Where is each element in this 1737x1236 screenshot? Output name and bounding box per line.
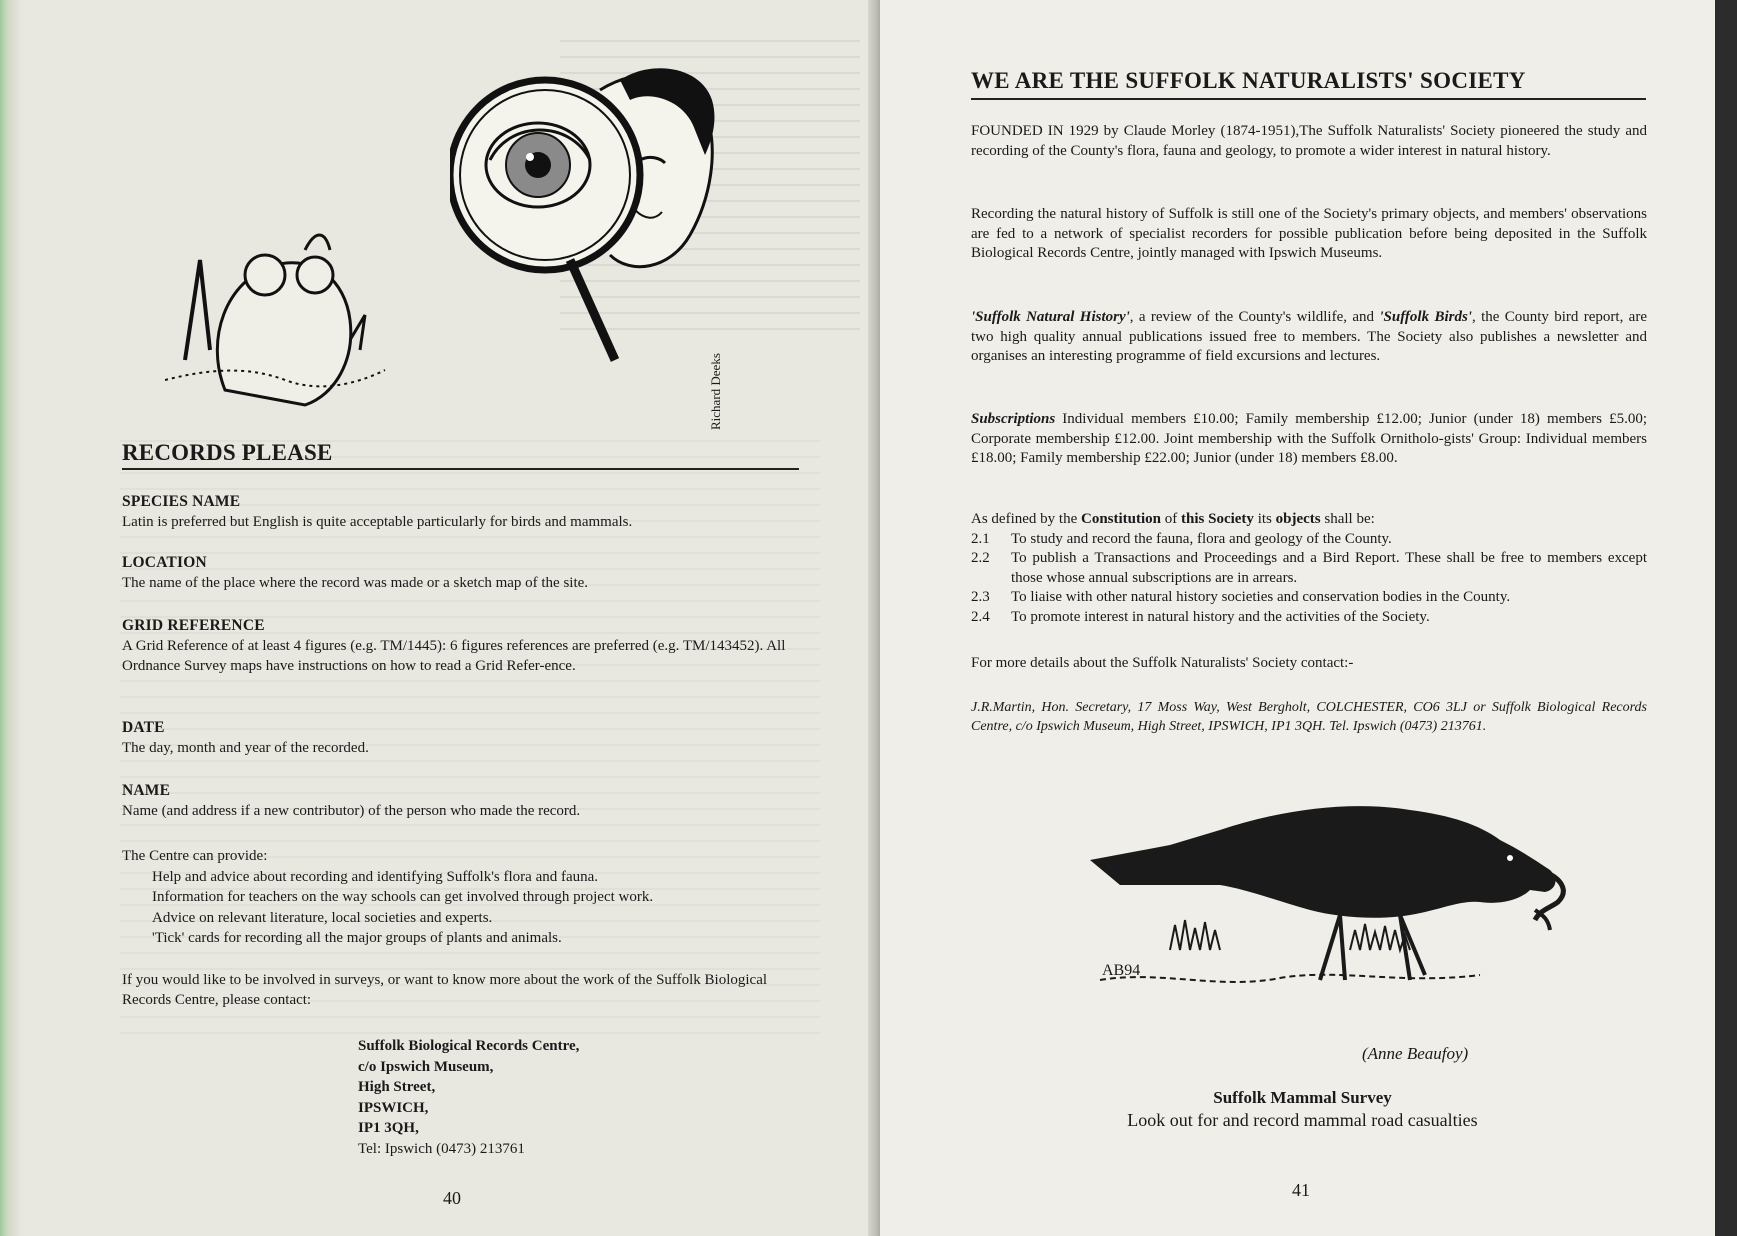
list-item: 'Tick' cards for recording all the major groups of plants and animals. — [152, 930, 562, 946]
paragraph-text: , a review of the County's wildlife, and — [1129, 309, 1380, 325]
publication-title: 'Suffolk Birds' — [1379, 309, 1472, 325]
page-title: RECORDS PLEASE — [122, 440, 799, 470]
page-title: WE ARE THE SUFFOLK NATURALISTS' SOCIETY — [971, 68, 1646, 100]
objects-list — [971, 510, 1647, 627]
page-number: 40 — [443, 1188, 461, 1208]
paragraph-text: Individual members £10.00; Family membership £12.00; Junior (under 18) members £5.00; Corporate membership £12.00. Joint membership with the Suffolk Ornitholo-gists' Group: Individual members £18.00; Family membership £22.00; Junior (under 18) members £8.00. — [971, 411, 1647, 466]
mammal-survey-title: Suffolk Mammal Survey — [1213, 1088, 1392, 1107]
section-species — [122, 492, 802, 532]
page-edge — [1715, 0, 1737, 1236]
paragraph-subscriptions — [971, 410, 1647, 469]
publication-title: 'Suffolk Natural History' — [971, 309, 1130, 325]
section-text: A Grid Reference of at least 4 figures (e.g. TM/1445): 6 figures references are preferred (e.g. TM/143452). All Ordnance Survey maps have instructions on how to read a Grid Refer-ence. — [122, 638, 786, 674]
contact-intro: For more details about the Suffolk Naturalists' Society contact:- — [971, 655, 1354, 671]
section-heading: LOCATION — [122, 554, 207, 571]
crow-illustration — [1080, 790, 1600, 990]
page-edge — [0, 0, 22, 1236]
address-line: c/o Ipswich Museum, — [358, 1058, 494, 1075]
objects-intro: As defined by the Constitution of this Society its objects shall be: — [971, 511, 1375, 527]
address-line: IPSWICH, — [358, 1099, 429, 1116]
address-line: Suffolk Biological Records Centre, — [358, 1038, 580, 1054]
section-text: The name of the place where the record was made or a sketch map of the site. — [122, 575, 589, 591]
section-heading: NAME — [122, 782, 171, 799]
list-item: 2.3 To liaise with other natural history societies and conservation bodies in the County. — [971, 589, 1511, 605]
list-item: 2.4 To promote interest in natural history and the activities of the Society. — [971, 608, 1430, 625]
section-text: Name (and address if a new contributor) of the person who made the record. — [122, 803, 581, 819]
contact-address — [358, 1036, 579, 1159]
paragraph-recording: Recording the natural history of Suffolk is still one of the Society's primary objects, and members' observations are fed to a network of specialist recorders for possible publication before being deposited in the Suffolk Biological Records Centre, jointly managed with Ipswich Museums. — [971, 206, 1647, 261]
paragraph-text: , the County bird report, are two high quality annual publications issued free to members. The Society also publishes a newsletter and organises an interesting programme of field excursions and lectures. — [971, 309, 1647, 364]
section-text: Latin is preferred but English is quite acceptable particularly for birds and mammals. — [122, 514, 633, 530]
paragraph-founded: FOUNDED IN 1929 by Claude Morley (1874-1951),The Suffolk Naturalists' Society pioneered the study and recording of the County's flora, fauna and geology, to promote a wider interest in natural history. — [971, 123, 1647, 159]
illustration-credit: (Anne Beaufoy) — [1362, 1044, 1469, 1063]
address-line: High Street, — [358, 1079, 436, 1095]
section-date — [122, 718, 802, 758]
illustration-credit: Richard Deeks — [708, 353, 723, 430]
list-item: Help and advice about recording and identifying Suffolk's flora and fauna. — [152, 868, 599, 885]
frog-illustration — [165, 220, 395, 420]
list-item: Advice on relevant literature, local societies and experts. — [152, 909, 493, 926]
section-heading: GRID REFERENCE — [122, 617, 265, 634]
section-name — [122, 781, 802, 821]
list-item: 2.2 To publish a Transactions and Proceedings and a Bird Report. These shall be free to members except those whose annual subscriptions are in arrears. — [971, 550, 1647, 586]
paragraph-publications — [971, 308, 1647, 367]
involve-text: If you would like to be involved in surveys, or want to know more about the work of the Suffolk Biological Records Centre, please contact: — [122, 972, 768, 1008]
section-heading: DATE — [122, 719, 165, 736]
provide-intro: The Centre can provide: — [122, 848, 268, 864]
address-tel: Tel: Ipswich (0473) 213761 — [358, 1140, 525, 1157]
list-item: 2.1 To study and record the fauna, flora and geology of the County. — [971, 530, 1392, 547]
centre-provides — [122, 846, 802, 949]
mammal-survey-subtitle: Look out for and record mammal road casualties — [1127, 1110, 1478, 1130]
section-location — [122, 553, 802, 593]
contact-address: J.R.Martin, Hon. Secretary, 17 Moss Way, West Bergholt, COLCHESTER, CO6 3LJ or Suffolk Biological Records Centre, c/o Ipswich Museum, High Street, IPSWICH, IP1 3QH. Tel. Ipswich (0473) 213761. — [971, 700, 1647, 734]
magnifier-illustration — [450, 60, 750, 390]
page-number: 41 — [1292, 1180, 1310, 1200]
section-heading: SPECIES NAME — [122, 493, 241, 510]
subscriptions-label: Subscriptions — [971, 411, 1056, 427]
list-item: Information for teachers on the way schools can get involved through project work. — [152, 889, 654, 905]
address-line: IP1 3QH, — [358, 1120, 419, 1136]
crow-signature: AB94 — [1102, 962, 1141, 979]
section-grid-reference — [122, 616, 802, 676]
section-text: The day, month and year of the recorded. — [122, 740, 369, 756]
